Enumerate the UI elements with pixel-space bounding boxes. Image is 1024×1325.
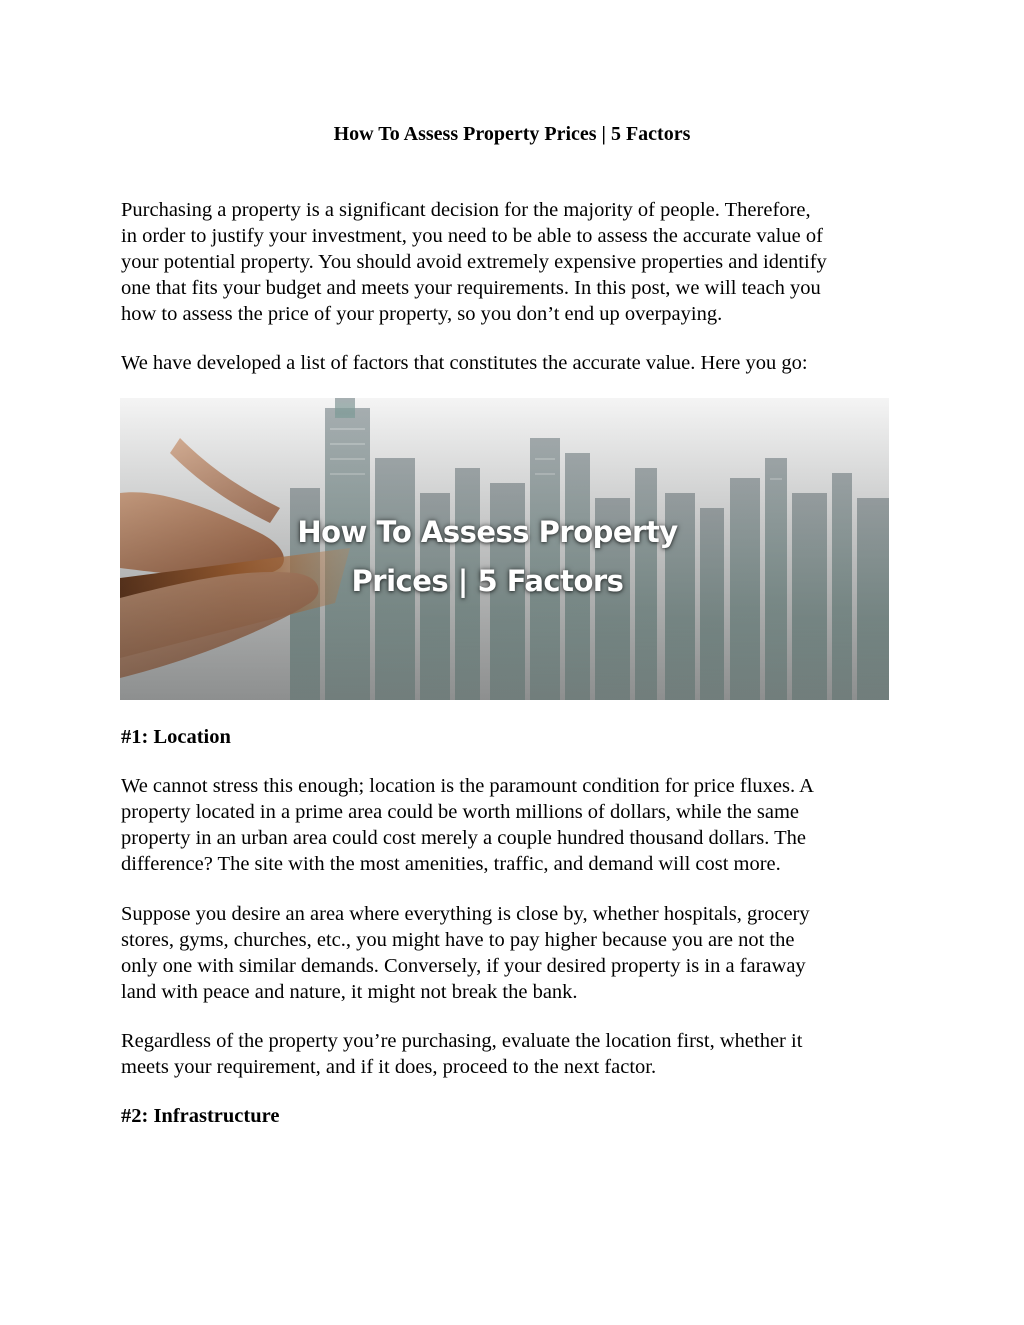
hero-caption: [120, 508, 855, 606]
hero-caption-line1: How To Assess Property: [297, 515, 678, 549]
document-title: How To Assess Property Prices | 5 Factors: [333, 123, 691, 145]
section-heading-location: #1: Location: [121, 726, 231, 748]
section-heading-infrastructure: #2: Infrastructure: [121, 1105, 280, 1127]
intro-paragraph: Purchasing a property is a significant decision for the majority of people. Therefore, in order to justify your investment, you need to be able to assess the accurate value of your potential property. You should avoid extremely expensive properties and identify one that fits your budget and meets your requirements. In this post, we will teach you how to assess the price of your property, so you don’t end up overpaying.: [121, 199, 827, 325]
location-paragraph-1: We cannot stress this enough; location is the paramount condition for price fluxes. A property located in a prime area could be worth millions of dollars, while the same property in an urban area could cost merely a couple hundred thousand dollars. The difference? The site with the most amenities, traffic, and demand will cost more.: [121, 775, 814, 875]
location-paragraph-3: Regardless of the property you’re purchasing, evaluate the location first, whether it meets your requirement, and if it does, proceed to the next factor.: [121, 1030, 803, 1078]
hero-image: [120, 398, 889, 700]
hero-caption-line2: Prices | 5 Factors: [351, 564, 624, 598]
intro-followup-paragraph: We have developed a list of factors that constitutes the accurate value. Here you go:: [121, 352, 808, 374]
location-paragraph-2: Suppose you desire an area where everything is close by, whether hospitals, grocery stores, gyms, churches, etc., you might have to pay higher because you are not the only one with similar demands. Conversely, if your desired property is in a faraway land with peace and nature, it might not break the bank.: [121, 903, 810, 1003]
